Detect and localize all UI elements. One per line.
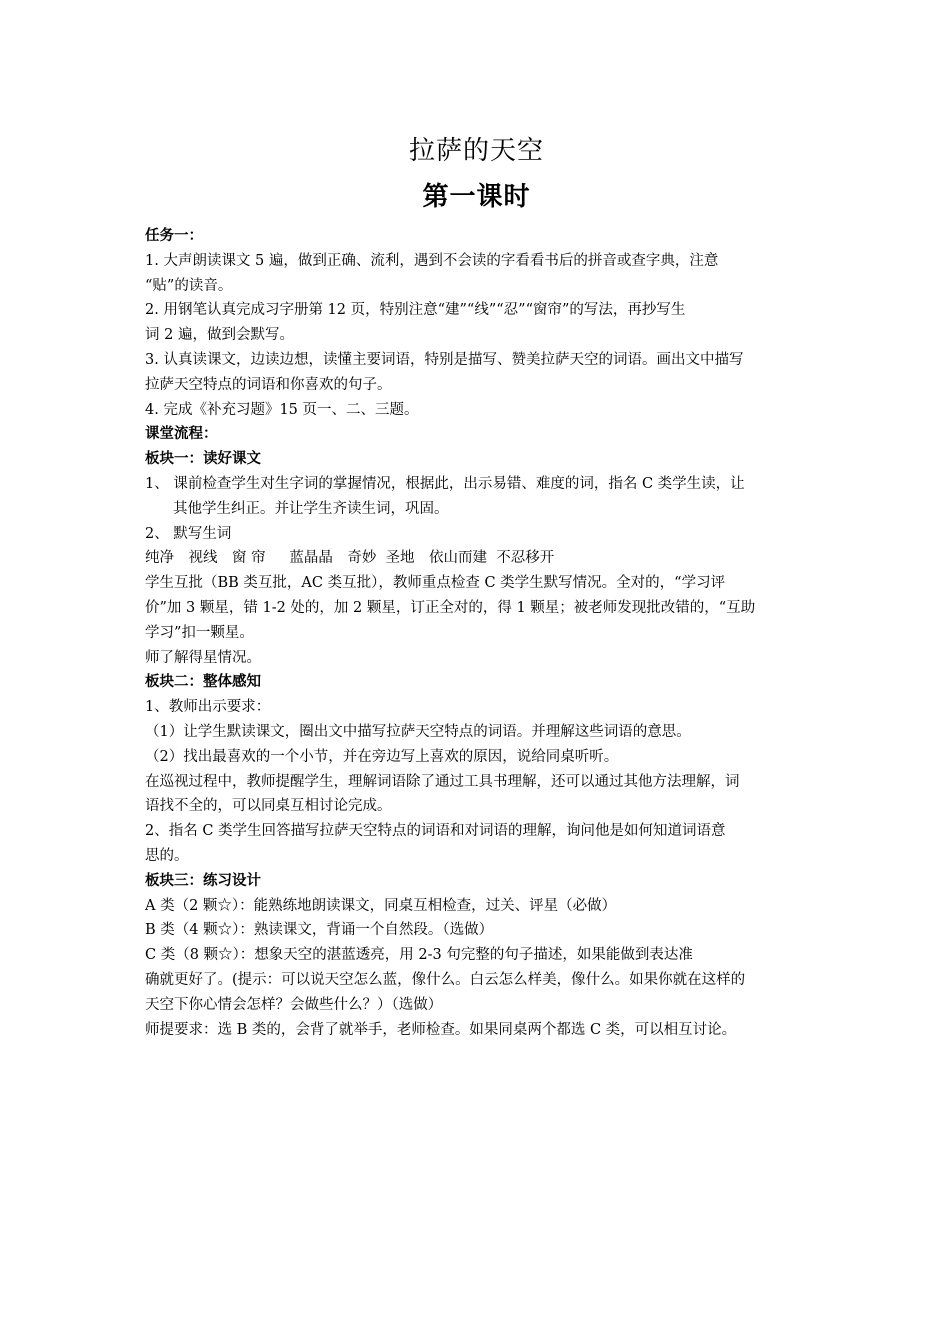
block1-heading: 板块一：读好课文 <box>145 451 261 468</box>
block3-text-line: B 类（4 颗☆）：熟读课文，背诵一个自然段。（选做） <box>145 922 494 939</box>
block1-item2: 2、 默写生词 <box>145 525 232 542</box>
task-line: “贴”的读音。 <box>145 277 233 294</box>
block1-item1-line: 1、 课前检查学生对生字词的掌握情况，根据此，出示易错、难度的词，指名 C 类学生读，让 <box>145 475 745 492</box>
block1-text-line: 学习”扣一颗星。 <box>145 624 254 641</box>
block3-text-line: 确就更好了。(提示：可以说天空怎么蓝，像什么。白云怎么样美，像什么。如果你就在这样的 <box>145 971 746 988</box>
block2-text-line: 2、指名 C 类学生回答描写拉萨天空特点的词语和对词语的理解，询问他是如何知道词语意 <box>145 823 726 840</box>
block1-text-line: 学生互批（BB 类互批，AC 类互批），教师重点检查 C 类学生默写情况。全对的，“学习评 <box>145 575 726 592</box>
document-page <box>145 128 808 1042</box>
document-title: 拉萨的天空 <box>408 136 544 166</box>
block3-heading: 板块三：练习设计 <box>145 872 261 889</box>
block2-text-line: 在巡视过程中，教师提醒学生，理解词语除了通过工具书理解，还可以通过其他方法理解，词 <box>145 773 740 790</box>
task-line: 2. 用钢笔认真完成习字册第 12 页，特别注意“建”“线”“忍”“窗帘”的写法，再抄写生 <box>145 302 686 319</box>
task-line: 4. 完成《补充习题》15 页一、二、三题。 <box>145 401 419 418</box>
block3-text-line: C 类（8 颗☆）：想象天空的湛蓝透亮，用 2-3 句完整的句子描述，如果能做到表达准 <box>145 947 693 964</box>
block1-text-line: 价”加 3 颗星，错 1-2 处的，加 2 颗星，订正全对的，得 1 颗星；被老师发现批改错的，“互助 <box>145 599 756 616</box>
task-line: 拉萨天空特点的词语和你喜欢的句子。 <box>145 376 392 393</box>
task-line: 3. 认真读课文，边读边想，读懂主要词语，特别是描写、赞美拉萨天空的词语。画出文中描写 <box>145 351 744 368</box>
block2-text-line: 1、教师出示要求： <box>145 699 271 716</box>
task-heading: 任务一： <box>145 228 203 244</box>
block2-text-line: 思的。 <box>145 847 189 864</box>
document-subtitle: 第一课时 <box>422 182 531 212</box>
task-line: 词 2 遍，做到会默写。 <box>145 327 294 344</box>
flow-heading: 课堂流程： <box>145 426 218 443</box>
dictation-words: 纯净 视线 窗 帘 蓝晶晶 奇妙 圣地 依山而建 不忍移开 <box>145 550 555 567</box>
block2-text-line: （1）让学生默读课文，圈出文中描写拉萨天空特点的词语。并理解这些词语的意思。 <box>145 723 691 740</box>
task-line: 1. 大声朗读课文 5 遍，做到正确、流利，遇到不会读的字看看书后的拼音或查字典，注意 <box>145 252 719 269</box>
block3-text-line: A 类（2 颗☆）：能熟练地朗读课文，同桌互相检查，过关、评星（必做） <box>145 897 617 914</box>
block1-item1-line: 其他学生纠正。并让学生齐读生词，巩固。 <box>173 500 449 517</box>
block3-text-line: 天空下你心情会怎样？会做些什么？）（选做） <box>145 996 443 1013</box>
block2-text-line: 语找不全的，可以同桌互相讨论完成。 <box>145 798 392 815</box>
block2-text-line: （2）找出最喜欢的一个小节，并在旁边写上喜欢的原因，说给同桌听听。 <box>145 748 619 765</box>
block3-text-line: 师提要求：选 B 类的，会背了就举手，老师检查。如果同桌两个都选 C 类，可以相互讨论。 <box>145 1021 737 1038</box>
block1-text-line: 师了解得星情况。 <box>145 649 261 666</box>
block2-heading: 板块二：整体感知 <box>145 674 261 691</box>
